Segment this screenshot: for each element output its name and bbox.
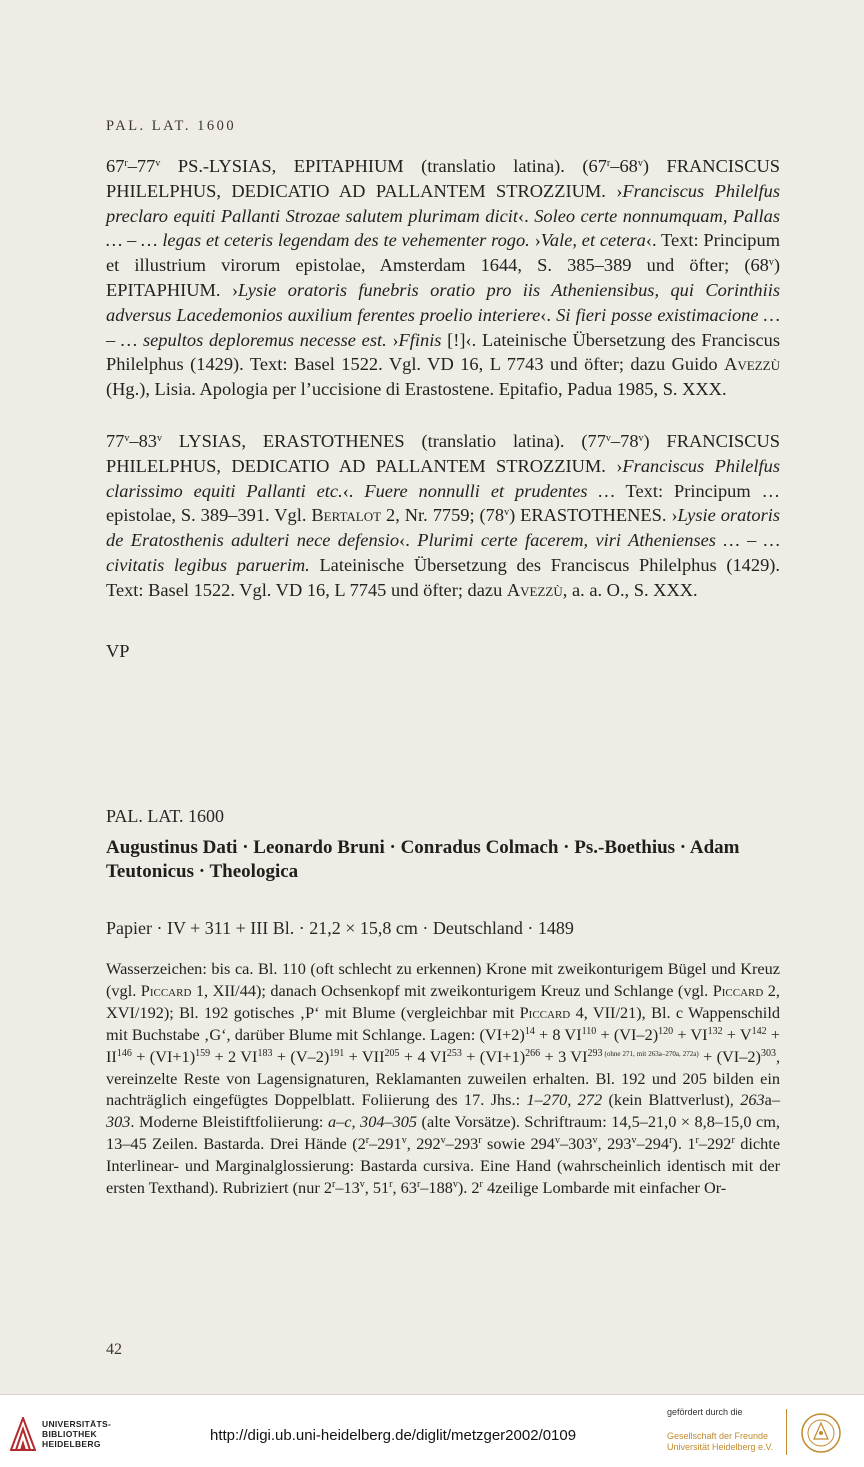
catalog-entry-1 [106,154,780,402]
entry-2-incipit: ›Franciscus Philelfus clarissimo equiti Pallanti etc.‹. Fuere nonnulli et prudentes … [106,455,780,501]
entry-1-notes: Text: Principum et illustrium virorum epistolae, Amsterdam 1644, S. 385–389 und öfter; (68$^v$) EPITAPHIUM. ›Lysie oratoris funebris oratio pro iis Atheniensibus, qui Corinthiis adversus Lacedemonios auxilium ferentes proelio interiere‹. Si fieri posse existimacione … – … sepultos deploremus necesse est. ›Ffinis [!]‹. Lateinische Übersetzung des Franciscus Philelphus (1429). Text: Basel 1522. Vgl. VD 16, L 7743 und öfter; dazu Guido Avezzù (Hg.), Lisia. Apologia per l’uccisione di Erastostene. Epitafio, Padua 1985, S. XXX. [106,230,781,400]
sponsor-name: Gesellschaft der Freunde Universität Heidelberg e.V. [667,1431,774,1452]
entry-2-folio: 77$^v$–83$^v$ [106,431,162,451]
sponsor-label: gefördert durch die [667,1407,743,1417]
university-library-logo-icon [10,1417,36,1451]
catalog-entry-2 [106,429,780,603]
library-name: UNIVERSITÄTS- BIBLIOTHEK HEIDELBERG [42,1419,112,1449]
codicology-text: Wasserzeichen: bis ca. Bl. 110 (oft schlecht zu erkennen) Krone mit zweikonturigem Bügel und Kreuz (vgl. Piccard 1, XII/44); danach Ochsenkopf mit zweikonturigem Kreuz und Schlange (vgl. Piccard 2, XVI/192); Bl. 192 gotisches ‚P‘ mit Blume (vergleichbar mit Piccard 4, VII/21), Bl. c Wappenschild mit Buchstabe ‚G‘, darüber Blume mit Schlange. Lagen: $(VI+2)^{14} + 8$ $VI^{110} + (VI-2)^{120} + VI^{132} + V^{142} + II^{146} + (VI+1)^{159} + 2$ $VI^{183} + (V-2)^{191} + VII^{205} + 4$ $VI^{253} + (VI+1)^{266} + 3$ VI$^{293}$ $^{(ohne 271, mit 263a-270a, 272a)} + (VI-2)^{303}$, vereinzelte Reste von Lagensignaturen, Reklamanten zuweilen erhalten. Bl. 192 und 205 bilden ein nachträglich eingefügtes Doppelblatt. Foliierung des 17. Jhs.: 1–270, 272 (kein Blattverlust), 263a–303. Moderne Bleistiftfoliierung: a–c, 304–305 (alte Vorsätze). Schriftraum: 14,5–21,0 × 8,8–15,0 cm, 13–45 Zeilen. Bastarda. Drei Hände (2$^r$–291$^v$, 292$^v$–293$^r$ sowie 294$^v$–303$^v$, 293$^v$–294$^r$). 1$^r$–292$^r$ dichte Interlinear- und Marginalglossierung: Bastarda cursiva. Eine Hand (wahrscheinlich identisch mit der ersten Texthand). Rubriziert (nur 2$^r$–13$^v$, 51$^r$, 63$^r$–188$^v$). 2$^r$ 4zeilige Lombarde mit einfacher Or- [106,959,781,1198]
running-head: PAL. LAT. 1600 [106,118,237,134]
manuscript-physical-description: Papier · IV + 311 + III Bl. · 21,2 × 15,8 cm · Deutschland · 1489 [106,918,574,938]
entry-1-heading: PS.-LYSIAS, EPITAPHIUM (translatio latina). (67$^r$–68$^v$) FRANCISCUS PHILELPHUS, DEDICATIO AD PALLANTEM STROZZIUM. [106,156,780,201]
viewer-footer [0,1394,864,1467]
entry-2-notes: Text: Principum … epistolae, S. 389–391. Vgl. Bertalot 2, Nr. 7759; (78$^v$) ERASTOTHENES. ›Lysie oratoris de Eratosthenis adulteri nece defensio‹. Plurimi certe facerem, viri Athenienses … – … civitatis legibus paruerim. Lateinische Übersetzung des Franciscus Philelphus (1429). Text: Basel 1522. Vgl. VD 16, L 7745 und öfter; dazu Avezzù, a. a. O., S. XXX. [106,480,781,600]
entry-1-folio: 67$^r$–77$^v$ [106,156,161,176]
manuscript-shelfmark: PAL. LAT. 1600 [106,806,225,826]
sponsor-divider [786,1409,787,1455]
provenance-mark: VP [106,641,130,661]
entry-2-heading: LYSIAS, ERASTOTHENES (translatio latina). (77$^v$–78$^v$) FRANCISCUS PHILELPHUS, DEDICATIO AD PALLANTEM STROZZIUM. [106,431,780,476]
manuscript-codicology [106,958,780,1199]
permalink-url[interactable]: http://digi.ub.uni-heidelberg.de/diglit/metzger2002/0109 [210,1427,577,1444]
sponsor-seal-icon [796,1411,846,1455]
entry-1-incipit: ›Franciscus Philelfus preclaro equiti Pallanti Strozae salutem plurimam dicit‹. Soleo certe nonnumquam, Pallas … – … legas et ceteris legendam des te vehementer rogo. ›Vale, et cetera‹. [106,180,780,251]
page-number: 42 [106,1341,122,1358]
manuscript-authors: Augustinus Dati · Leonardo Bruni · Conradus Colmach · Ps.-Boethius · Adam Teutonicus · Theologica [106,837,740,882]
